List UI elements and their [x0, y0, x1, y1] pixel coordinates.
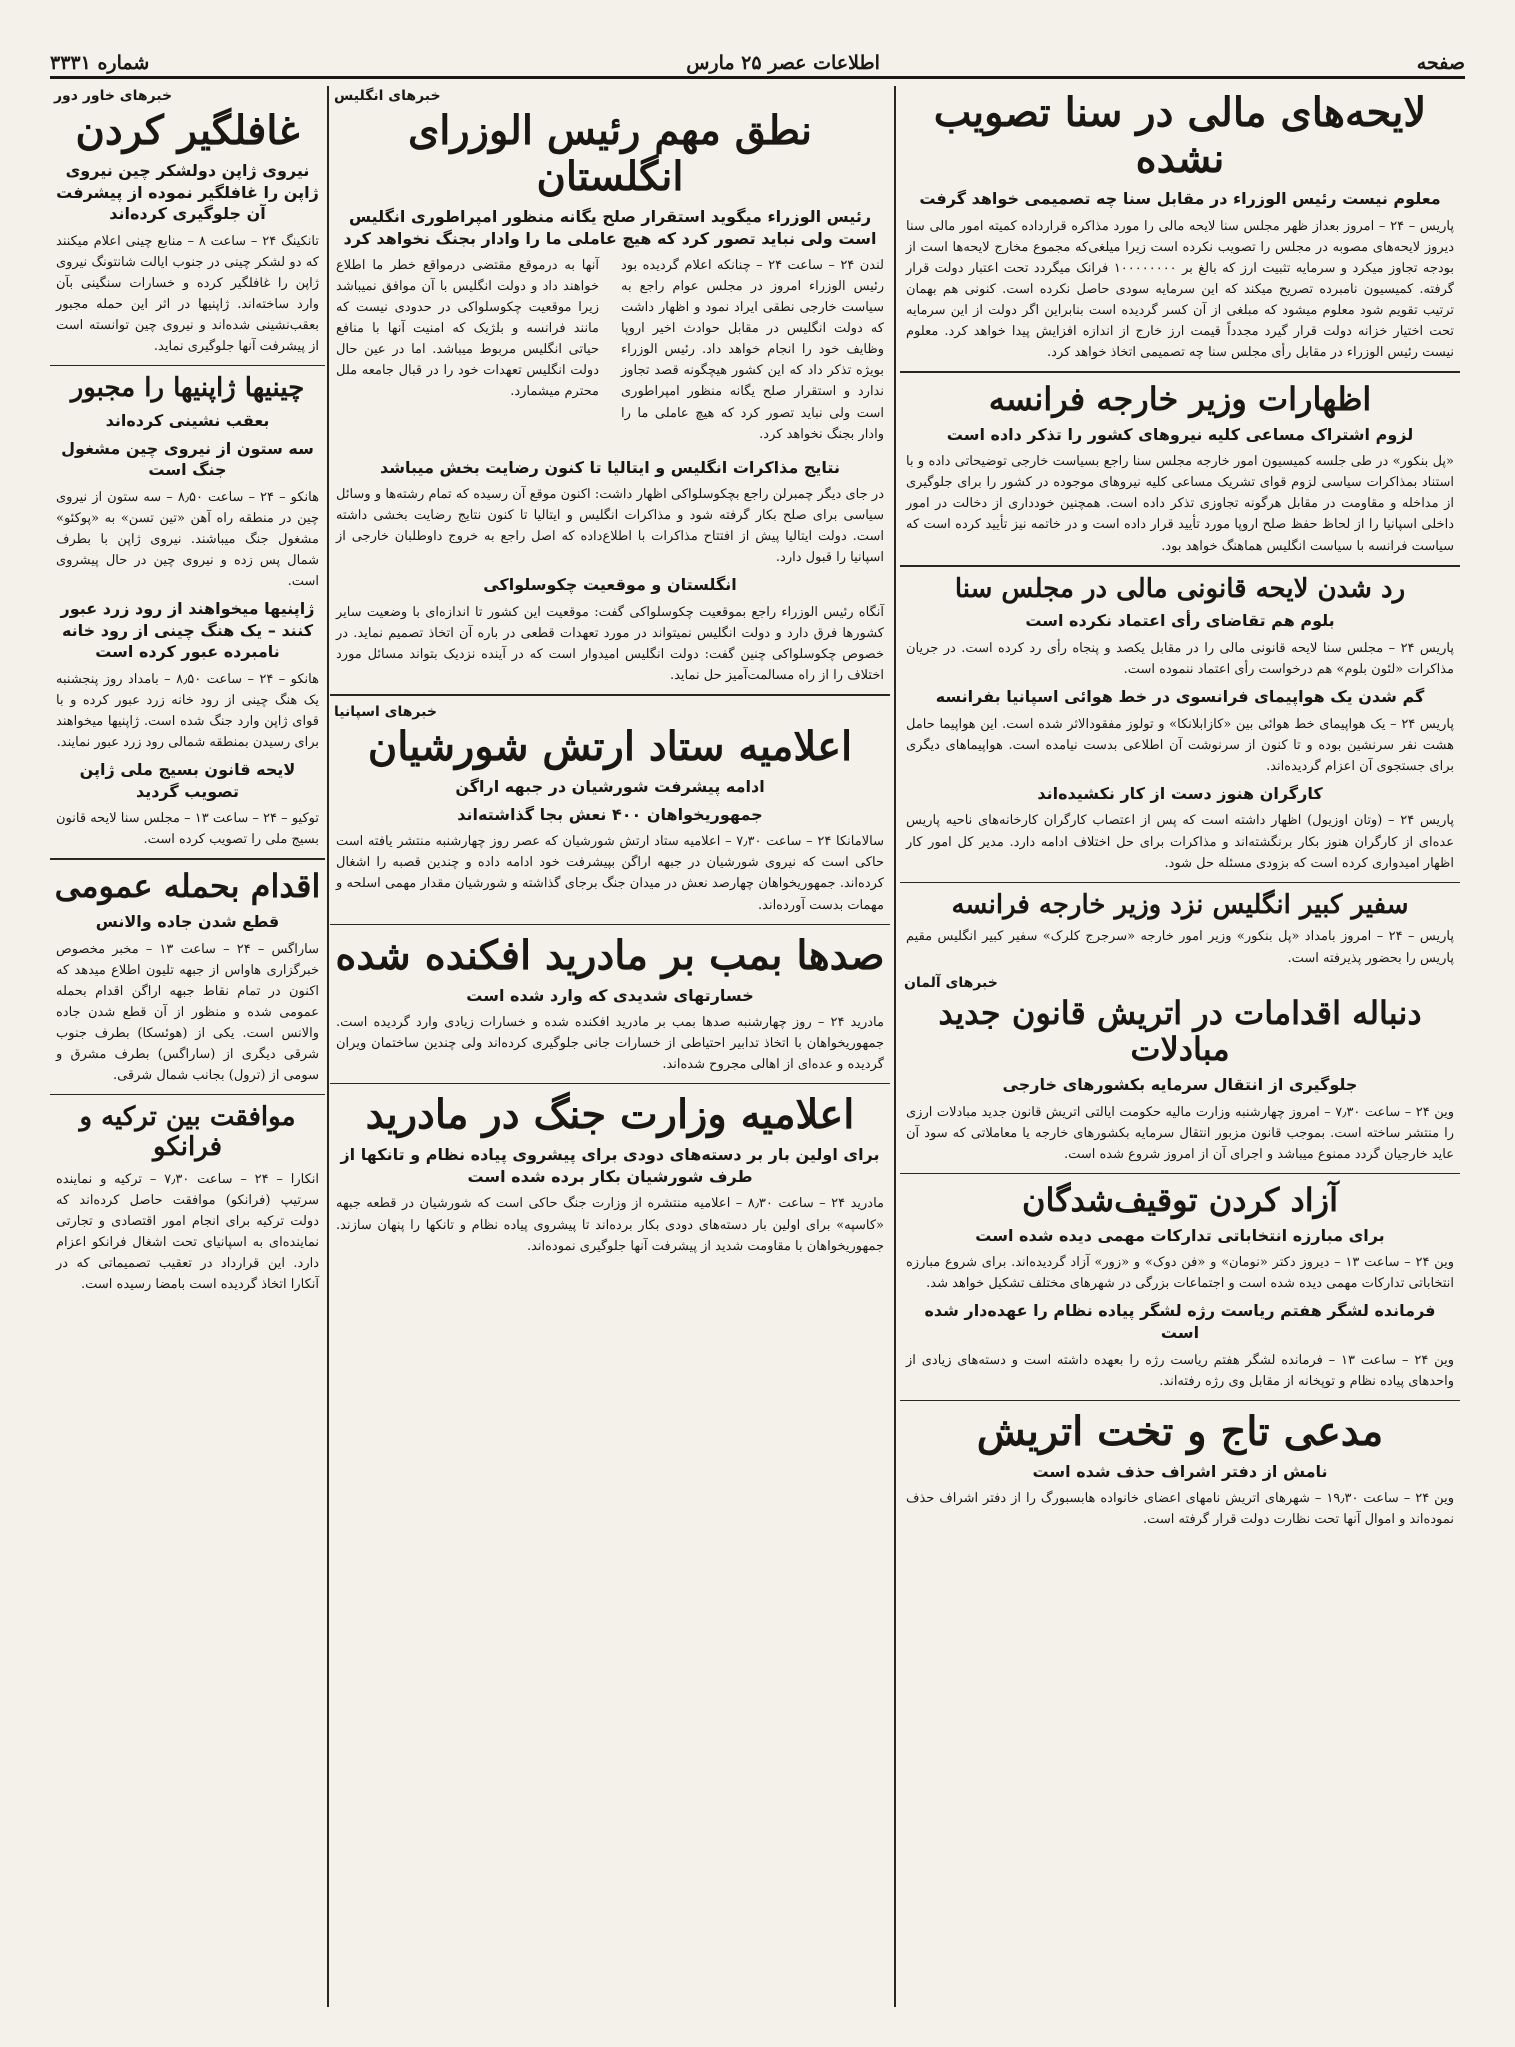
article-body-right: لندن ۲۴ – ساعت ۲۴ – چنانکه اعلام گردیده بود رئیس الوزراء امروز در مجلس عوام راجع به سیاست خارجی نطقی ایراد نمود و اظهار داشت که دولت انگلیس در مقابل حوادث اخیر اروپا وظایف خود را انجام خواهد داد. رئیس الوزراء بویژه تذکر داد که این کشور هیچگونه قصد تجاوز ندارد و استقرار صلح یگانه منظور امپراطوری است ولی نباید تصور کرد که هیچ عاملی ما را وادار بجنگ نخواهد کرد. [621, 258, 884, 442]
article-body: «پل بنکور» در طی جلسه کمیسیون امور خارجه مجلس سنا راجع بسیاست خارجی توضیحاتی داده و با استناد بمذاکرات سیاسی لزوم قوای تشریک مساعی کلیه نیروهای موجوده در کشور را برای جلوگیری از مداخله و مقاومت در مقابل هرگونه تجاوزی تذکر داده است. همچنین خودداری از دخالت در امور داخلی اسپانیا را از لحاظ حفظ صلح اروپا مورد تأیید قرار داده است و در خاتمه نیز تأیید کرده است که سیاست فرانسه با سیاست انگلیس هماهنگ خواهد بود. [906, 454, 1454, 554]
article-body: سالامانکا ۲۴ – ساعت ۷٫۳۰ – اعلامیه ستاد ارتش شورشیان که عصر روز چهارشنبه منتشر یافته است حاکی است که نیروی شورشیان در جبهه اراگن بپیشرفت خود ادامه داده و چندین قصبه را اشغال کرده‌اند. جمهوریخواهان چهارصد نعش در میدان جنگ برجای گذاشته و شورشیان مقدار مهمی اسلحه و مهمات بدست آورده‌اند. [336, 834, 884, 913]
article-body: وین ۲۴ – ساعت ۷٫۳۰ – امروز چهارشنبه وزارت مالیه حکومت ایالتی اتریش قانون جدید مبادلات ارزی را منتشر ساخته است. بموجب قانون مزبور انتقال سرمایه بکشورهای خارجه یا معاملاتی که سود آن عاید خارجیان گردد ممنوع میباشد و اجرای آن از امروز شروع شده است. [906, 1104, 1454, 1162]
deck: گم شدن یک هواپیمای فرانسوی در خط هوائی اسپانیا بفرانسه [935, 687, 1425, 707]
article-mobilization-law [50, 759, 325, 850]
subdeck: سه ستون از نیروی چین مشغول جنگ است [61, 438, 314, 480]
article-rebel-command [330, 724, 890, 915]
deck: فرمانده لشگر هفتم ریاست رژه لشگر پیاده نظام را عهده‌دار شده است [924, 1301, 1436, 1342]
article-body: پاریس ۲۴ – (وتان اوزیول) اظهار داشته است که پس از اعتصاب کارگران کارخانه‌های ناحیه پاریس عده‌ای از کارگران هنوز بکار برنگشته‌اند و مذاکرات برای حل اختلاف ادامه دارد. مدیر کل امور کار اظهار امیدواری کرده است که بزودی مسئله حل شود. [906, 813, 1454, 871]
headline: دنباله اقدامات در اتریش قانون جدید مبادلات [938, 993, 1422, 1069]
divider [330, 924, 890, 925]
divider [50, 365, 325, 366]
deck: نیروی ژاپن دولشکر چین نیروی ژاپن را غافلگیر نموده از پیشرفت آن جلوگیری کرده‌اند [56, 161, 319, 224]
deck: لزوم اشتراک مساعی کلیه نیروهای کشور را تذکر داده است [946, 424, 1414, 444]
column-left [50, 86, 325, 2017]
headline: صدها بمب بر مادرید افکنده شده [335, 931, 885, 979]
article-body: وین ۲۴ – ساعت ۱۳ – دیروز دکتر «نومان» و «فن دوک» و «زور» آزاد گردیده‌اند. برای شروع مبارزه انتخاباتی تدارکات مهمی دیده شده است و اجتماعات بزرگی در شهرهای مختلف تشکیل خواهد شد. [906, 1255, 1454, 1292]
column-rule-left [327, 86, 329, 2007]
masthead [50, 50, 1465, 79]
headline: اقدام بحمله عمومی [54, 867, 321, 906]
deck: کارگران هنوز دست از کار نکشیده‌اند [1037, 783, 1323, 803]
divider [50, 1094, 325, 1095]
divider [900, 565, 1460, 567]
divider [50, 858, 325, 860]
article-madrid-bombs [330, 933, 890, 1076]
deck: خسارتهای شدیدی که وارد شده است [466, 985, 754, 1005]
article-workers [900, 783, 1460, 874]
article-body: پاریس ۲۴ – یک هواپیمای خط هوائی بین «کازابلانکا» و تولوز مفقودالاثر شده است. این هواپیما حامل هشت نفر سرنشین بوده و تا کنون از سرنوشت آن اطلاعی بدست نیامده است. هواپیماهای دیگری برای جستجوی آن اعزام گردیده‌اند. [906, 716, 1454, 774]
column-rule-right [894, 86, 896, 2007]
section-kicker-england: خبرهای انگلیس [334, 88, 441, 104]
article-finance-bills [900, 90, 1460, 363]
divider [900, 371, 1460, 373]
article-body: تانکینگ ۲۴ – ساعت ۸ – منابع چینی اعلام میکنند که دو لشکر چینی در جنوب ایالت شانتونگ نیروی ژاپن را غافلگیر کرده و خسارات سنگینی بآن وارد ساخته‌اند. ژاپنیها در اثر این حمله مجبور بعقب‌نشینی شده‌اند و نیروی چین توانسته است از پیشرفت آنها جلوگیری نماید. [56, 233, 319, 355]
headline: نطق مهم رئیس الوزرای انگلستان [407, 107, 813, 200]
article-body: پاریس – ۲۴ – امروز بعداز ظهر مجلس سنا لایحه مالی را مورد مذاکره قرارداده کمیته امور مالی سنا دیروز لایحه‌های مصوبه در مجلس را تصویب نکرده است زیرا میلغی‌که مجموع مخارج لایحه‌ها است از بودجه تجاوز میکرد و سرمایه تثبیت ارز که بالغ بر ۱۰۰۰۰۰۰۰۰ فرانک میگردد تحت اعتبار دولت قرار گرفته. کمیسیون نامبرده تصریح میکند که این سرمایه سودی حاصل نکرده است. کنونی هم بهمان ترتیب تقویم شود معلوم میشود که مبلغی از آن کسر گردیده است بنابراین اگر دولت از این سرمایه تحت اختیار خزانه دولت قرار گیرد مجدداً قیمت ارز خارج از اندازه افزایش پیدا خواهد کرد. معلوم نیست رئیس الوزراء در مقابل رأی مجلس سنا چه تصمیمی اتخاذ خواهد کرد. [906, 218, 1454, 360]
divider [900, 882, 1460, 883]
article-body: مادرید ۲۴ – روز چهارشنبه صدها بمب بر مادرید افکنده شده و خسارات زیادی وارد گردیده است. جمهوریخواهان با اتخاذ تدابیر احتیاطی از خسارات جانی جلوگیری کرده‌اند ولی چندین ساختمان ویران گردیده و عده‌ای از اهالی مجروح شده‌اند. [336, 1015, 884, 1073]
article-body: آنگاه رئیس الوزراء راجع بموقعیت چکوسلواکی گفت: موقعیت این کشور تا اندازه‌ای با وضعیت سایر کشورها فرق دارد و دولت انگلیس نمیتواند در مورد تعهدات قطعی در باره آن اتخاذ تصمیم نماید. در خصوص چکوسلواکی چنین گفت: دولت انگلیس امیدوار است که در آینده نزدیک بتواند مسائل مورد اختلاف را از راه مسالمت‌آمیز حل نماید. [336, 604, 884, 684]
deck: برای اولین بار بر دسته‌های دودی برای پیشروی پیاده نظام و تانکها از طرف شورشیان بکار برده شده است [340, 1145, 880, 1186]
headline: رد شدن لایحه قانونی مالی در مجلس سنا [954, 573, 1406, 604]
article-anglo-italian-talks [330, 457, 890, 569]
subdeck: جمهوریخواهان ۴۰۰ نعش بجا گذاشته‌اند [457, 804, 763, 824]
deck: نتایج مذاکرات انگلیس و ایتالیا تا کنون رضایت بخش میباشد [380, 457, 840, 477]
article-body: وین ۲۴ – ساعت ۱۳ – فرمانده لشگر هفتم ریاست رژه را بعهده داشته است و دسته‌های زیادی از واحدهای پیاده نظام و توپخانه از مقابل وی رژه رفته‌اند. [906, 1352, 1454, 1389]
headline: لایحه‌های مالی در سنا تصویب نشده [933, 89, 1427, 182]
article-detainees-freed [900, 1182, 1460, 1294]
article-body: هانکو – ۲۴ – ساعت ۸٫۵۰ – بامداد روز پنجشنبه یک هنگ چینی از رود خانه زرد عبور کرده و با قوای ژاپن وارد جنگ شده است. ژاپنیها میخواهند برای رسیدن بمنطقه شمالی رود زرد عبور نمایند. [56, 671, 319, 750]
article-czechoslovakia [330, 574, 890, 686]
divider [330, 1083, 890, 1084]
article-senate-rejects [900, 575, 1460, 681]
article-body-left: آنها به درموقع مقتضی درمواقع خطر ما اطلاع خواهند داد و دولت انگلیس با آن موافق نمیباشد زیرا موقعیت چکوسلواکی در حدودی نیست که مانند فرانسه و بلژیک که امنیت آنها با منافع حیاتی انگلیس مربوط میباشد. اما در عین حال دولت انگلیس تعهدات خود را در قبال جامعه ملل محترم میشمارد. [336, 258, 599, 400]
article-body: هانکو – ۲۴ – ساعت ۸٫۵۰ – سه ستون از نیروی چین در منطقه راه آهن «تین تسن» به «پوکئو» مشغول جنگ میباشند. نیروی ژاپن با بطرف شمال پس زده و نیروی چین در حال پیشروی است. [56, 489, 319, 589]
headline: اعلامیه وزارت جنگ در مادرید [365, 1091, 855, 1139]
article-foreign-minister-france [900, 381, 1460, 557]
article-prime-minister-speech [330, 108, 890, 451]
deck: معلوم نیست رئیس الوزراء در مقابل سنا چه تصمیمی خواهد گرفت [919, 189, 1441, 208]
article-body: وین ۲۴ – ساعت ۱۹٫۳۰ – شهرهای اتریش نامهای اعضای خانواده هابسبورگ را از دفتر اشراف حذف نموده‌اند و اموال آنها تحت نظارت دولت قرار گرفته است. [906, 1491, 1454, 1528]
article-chinese-force-japanese [50, 374, 325, 592]
headline: سفیر کبیر انگلیس نزد وزیر خارجه فرانسه [951, 889, 1409, 920]
issue-number: شماره ۳۳۳۱ [50, 52, 150, 74]
article-austria-exchange [900, 995, 1460, 1165]
article-war-ministry [330, 1092, 890, 1256]
headline: اعلامیه ستاد ارتش شورشیان [367, 723, 853, 771]
deck: بعقب نشینی کرده‌اند [105, 410, 270, 430]
headline: مدعی تاج و تخت اتریش [976, 1407, 1384, 1455]
article-missing-plane [900, 686, 1460, 777]
headline: اظهارات وزیر خارجه فرانسه [988, 379, 1372, 418]
article-body: انکارا – ۲۴ – ساعت ۷٫۳۰ – ترکیه و نماینده سرتیپ (فرانکو) موافقت حاصل کرده‌اند که دولت ترکیه برای انجام امور اقتصادی و تجارتی نماینده‌ای به اسپانیای تحت اشغال فرانکو اعزام دارد. این قرارداد در تعقیب تصمیماتی که در آنکارا اتخاذ گردیده است بامضا رسیده است. [56, 1171, 320, 1292]
article-parade [900, 1300, 1460, 1391]
divider [900, 1173, 1460, 1174]
page-label: صفحه [1416, 52, 1465, 74]
article-austrian-throne [900, 1409, 1460, 1531]
headline: غافلگیر کردن [75, 107, 300, 154]
article-body: در جای دیگر چمبرلن راجع بچکوسلواکی اظهار داشت: اکنون موقع آن رسیده که تمام رشته‌ها و وسائل سیاسی برای صلح بکار گرفته شود و مذاکرات انگلیس و ایتالیا تا کنون نتایج رضایت بخشی داشته است. دولت ایتالیا پیش از افتتاح مذاکرات با اطلاع‌داده که اصل راجع به خروج داوطلبان خارجی از اسپانیا را قبول دارد. [336, 487, 884, 566]
divider [900, 1400, 1460, 1401]
article-turkey-franco [50, 1103, 325, 1295]
article-yellow-river [50, 598, 325, 753]
deck: نامش از دفتر اشراف حذف شده است [1032, 1461, 1328, 1481]
headline: موافقت بین ترکیه و فرانکو [79, 1101, 296, 1162]
article-british-ambassador [900, 891, 1460, 969]
deck: انگلستان و موقعیت چکوسلواکی [483, 575, 737, 595]
headline: آزاد کردن توقیف‌شدگان [1021, 1180, 1338, 1219]
paper-title-date: اطلاعات عصر ۲۵ مارس [686, 52, 880, 74]
column-middle [330, 86, 890, 2017]
headline: چینیها ژاپنیها را مجبور [70, 373, 305, 404]
section-kicker-germany: خبرهای آلمان [904, 974, 998, 991]
deck: برای مبارزه انتخاباتی تدارکات مهمی دیده شده است [975, 1225, 1385, 1245]
article-general-offensive [50, 868, 325, 1086]
article-body: توکیو – ۲۴ – ساعت ۱۳ – مجلس سنا لایحه قانون بسیج ملی را تصویب کرده است. [56, 811, 319, 848]
deck: ژاپنیها میخواهند از رود زرد عبور کنند – یک هنگ چینی از رود خانه نامبرده عبور کرده است [60, 598, 315, 662]
article-surprise [50, 108, 325, 357]
article-body: پاریس – ۲۴ – امروز بامداد «پل بنکور» وزیر امور خارجه «سرجرج کلرک» سفیر کبیر انگلیس مقیم پاریس را بحضور پذیرفته است. [906, 929, 1454, 966]
deck: لایحه قانون بسیج ملی ژاپن تصویب گردید [79, 759, 296, 801]
article-body: پاریس ۲۴ – مجلس سنا لایحه قانونی مالی را در مقابل یکصد و پنجاه رأی رد کرده است. در جریان مذاکرات «لئون بلوم» هم درخواست رأی اعتماد ننموده است. [906, 641, 1454, 678]
deck: ادامه پیشرفت شورشیان در جبهه اراگن [455, 777, 765, 797]
article-body: ساراگس – ۲۴ – ساعت ۱۳ – مخبر مخصوص خبرگزاری هاواس از جبهه تلیون اطلاع میدهد که اکنون در تمام نقاط جبهه اراگن اقدام بحمله عمومی شده و منظور از آن قطع شدن جاده والانس است. یکی از (هوئسکا) بطرف جنوب شرقی دیگری از (ساراگس) بطرف مشرق و سومی از (ترول) بجانب شمال شرقی. [56, 941, 319, 1083]
article-body: مادرید ۲۴ – ساعت ۸٫۳۰ – اعلامیه منتشره از وزارت جنگ حاکی است که شورشیان در قطعه جبهه «کاسپه» برای اولین بار دسته‌های دودی بکار برده‌اند تا پیشروی پیاده نظام و تانکها را پنهان سازند. جمهوریخواهان با مقاومت شدید از پیشرفت آنها جلوگیری نموده‌اند. [336, 1196, 884, 1254]
deck: جلوگیری از انتقال سرمایه بکشورهای خارجی [1002, 1075, 1358, 1095]
two-column-body [330, 255, 890, 450]
section-kicker-far-east: خبرهای خاور دور [54, 88, 173, 104]
deck: بلوم هم تقاضای رأی اعتماد نکرده است [1025, 611, 1335, 631]
divider [330, 694, 890, 696]
column-right [900, 86, 1460, 2017]
deck: قطع شدن جاده والانس [95, 912, 280, 932]
section-kicker-spain: خبرهای اسپانیا [334, 704, 437, 721]
deck: رئیس الوزراء میگوید استقرار صلح یگانه منظور امپراطوری انگلیس است ولی نباید تصور کرد که هیچ عاملی ما را وادار بجنگ نخواهد کرد [343, 207, 877, 248]
